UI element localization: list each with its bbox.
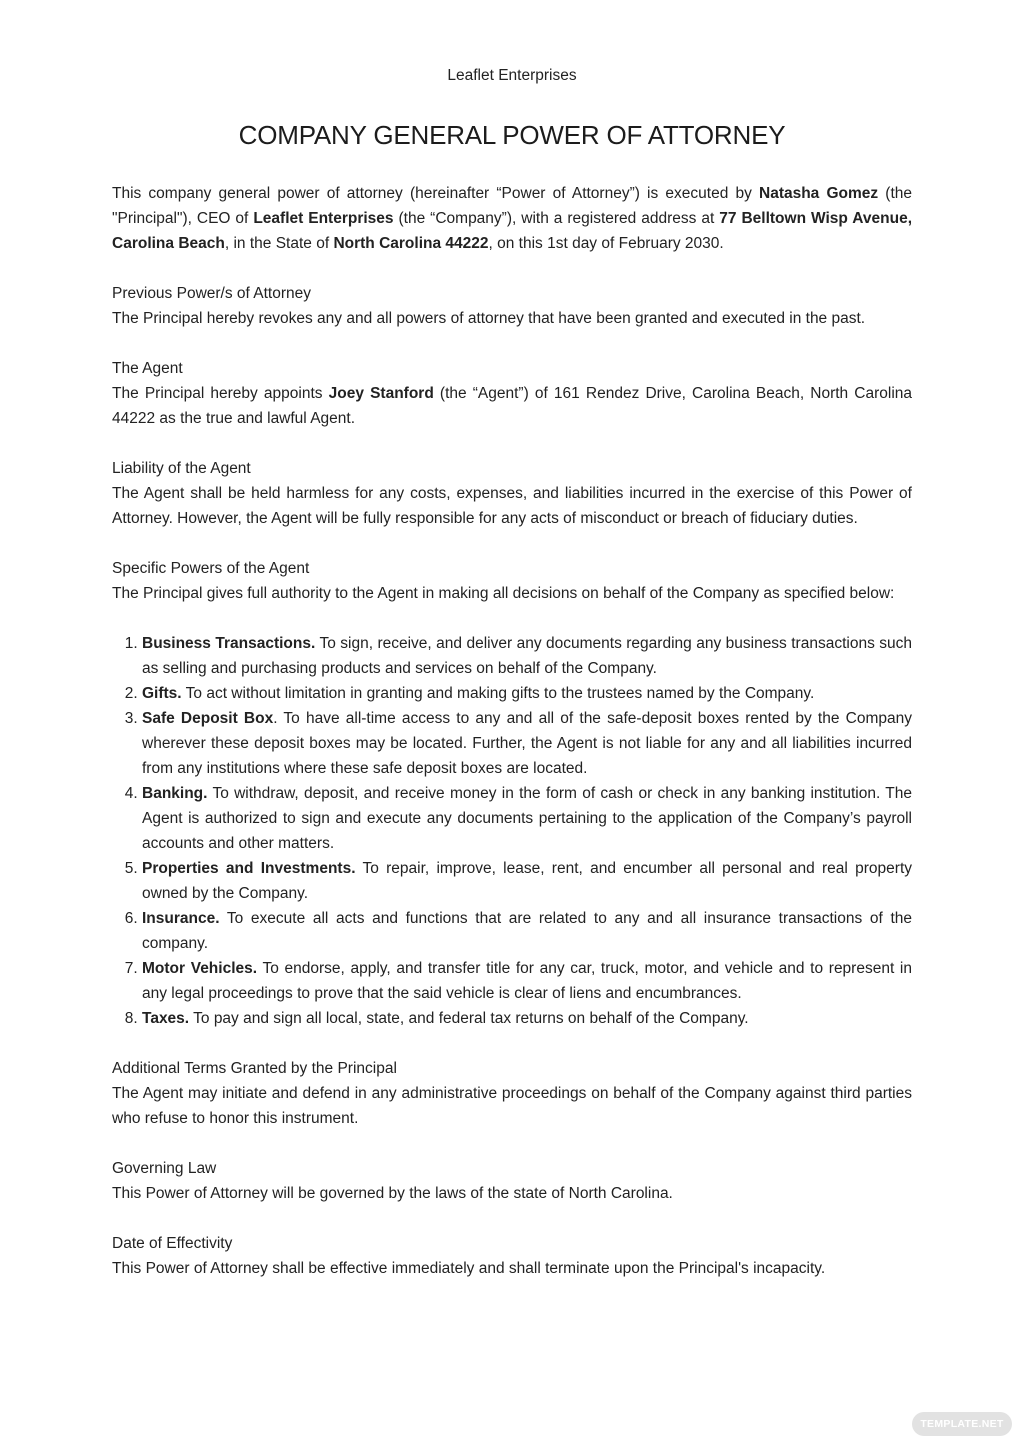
section-body: [112, 381, 912, 431]
list-item: [142, 1006, 912, 1031]
power-term: Properties and Investments.: [142, 860, 356, 877]
document-page: [112, 0, 912, 1281]
section-specific-powers: [112, 556, 912, 1031]
power-term: Gifts.: [142, 685, 182, 702]
section-heading: Previous Power/s of Attorney: [112, 285, 312, 302]
agent-text: (the “Agent”) of 161 Rendez Drive, Carolina Beach, North Carolina 44222 as the true and lawful Agent.: [112, 385, 913, 427]
power-text: To execute all acts and functions that are related to any and all insurance transactions of the company.: [142, 910, 912, 952]
list-item: [142, 681, 912, 706]
power-term: Safe Deposit Box: [142, 710, 274, 727]
section-body: This Power of Attorney will be governed by the laws of the state of North Carolina.: [112, 1185, 673, 1202]
list-item: [142, 706, 912, 781]
intro-text: (the “Company”), with a registered address at: [393, 210, 720, 227]
section-body: This Power of Attorney shall be effective immediately and shall terminate upon the Principal's incapacity.: [112, 1260, 826, 1277]
agent-text: The Principal hereby appoints: [112, 385, 329, 402]
state-zip: North Carolina 44222: [333, 235, 489, 252]
list-item: [142, 781, 912, 856]
section-previous-powers: [112, 281, 912, 331]
list-item: [142, 631, 912, 681]
section-body: The Agent may initiate and defend in any administrative proceedings on behalf of the Company against third parties who refuse to honor this instrument.: [112, 1085, 912, 1127]
intro-text: (the "Principal"), CEO of: [112, 185, 913, 227]
section-body: The Agent shall be held harmless for any costs, expenses, and liabilities incurred in the exercise of this Power of Attorney. However, the Agent will be fully responsible for any acts of misconduct or breach of fiduciary duties.: [112, 485, 912, 527]
template-net-watermark: TEMPLATE.NET: [912, 1412, 1012, 1436]
intro-paragraph: [112, 181, 912, 256]
section-the-agent: [112, 356, 912, 431]
section-governing-law: [112, 1156, 912, 1206]
section-heading: Additional Terms Granted by the Principal: [112, 1060, 397, 1077]
company-ref: Leaflet Enterprises: [253, 210, 394, 227]
power-term: Motor Vehicles.: [142, 960, 258, 977]
principal-name: Natasha Gomez: [759, 185, 879, 202]
power-text: To withdraw, deposit, and receive money in the form of cash or check in any banking institution. The Agent is authorized to sign and execute any documents pertaining to the application of the Company’s payroll accounts and other matters.: [142, 785, 912, 852]
power-term: Insurance.: [142, 910, 220, 927]
section-heading: Specific Powers of the Agent: [112, 560, 310, 577]
section-heading: The Agent: [112, 360, 183, 377]
document-title: COMPANY GENERAL POWER OF ATTORNEY: [238, 120, 786, 150]
power-text: To pay and sign all local, state, and federal tax returns on behalf of the Company.: [189, 1010, 749, 1027]
power-term: Taxes.: [142, 1010, 190, 1027]
power-text: To endorse, apply, and transfer title for any car, truck, motor, and vehicle and to represent in any legal proceedings to prove that the said vehicle is clear of liens and encumbrances.: [142, 960, 912, 1002]
powers-list: [112, 631, 912, 1031]
power-text: To repair, improve, lease, rent, and encumber all personal and real property owned by the Company.: [142, 860, 912, 902]
company-name: Leaflet Enterprises: [447, 67, 577, 84]
power-text: To sign, receive, and deliver any documents regarding any business transactions such as selling and purchasing products and services on behalf of the Company.: [142, 635, 913, 677]
section-liability: [112, 456, 912, 531]
section-body: The Principal gives full authority to the Agent in making all decisions on behalf of the Company as specified below:: [112, 585, 895, 602]
section-additional-terms: [112, 1056, 912, 1131]
intro-text: , on this 1st day of February 2030.: [488, 235, 724, 252]
agent-name: Joey Stanford: [328, 385, 434, 402]
intro-text: This company general power of attorney (hereinafter “Power of Attorney”) is executed by: [112, 185, 759, 202]
intro-text: , in the State of: [224, 235, 334, 252]
section-body: The Principal hereby revokes any and all powers of attorney that have been granted and executed in the past.: [112, 310, 866, 327]
list-item: [142, 956, 912, 1006]
power-term: Business Transactions.: [142, 635, 316, 652]
list-item: [142, 856, 912, 906]
section-date-of-effectivity: [112, 1231, 912, 1281]
list-item: [142, 906, 912, 956]
section-heading: Liability of the Agent: [112, 460, 251, 477]
power-text: . To have all-time access to any and all of the safe-deposit boxes rented by the Company wherever these deposit boxes may be located. Further, the Agent is not liable for any and all liabilities incurred from any institutions where these safe deposit boxes are located.: [142, 710, 912, 777]
power-text: To act without limitation in granting and making gifts to the trustees named by the Company.: [181, 685, 815, 702]
section-heading: Date of Effectivity: [112, 1235, 233, 1252]
registered-address: 77 Belltown Wisp Avenue, Carolina Beach: [112, 210, 913, 252]
section-heading: Governing Law: [112, 1160, 217, 1177]
power-term: Banking.: [142, 785, 208, 802]
